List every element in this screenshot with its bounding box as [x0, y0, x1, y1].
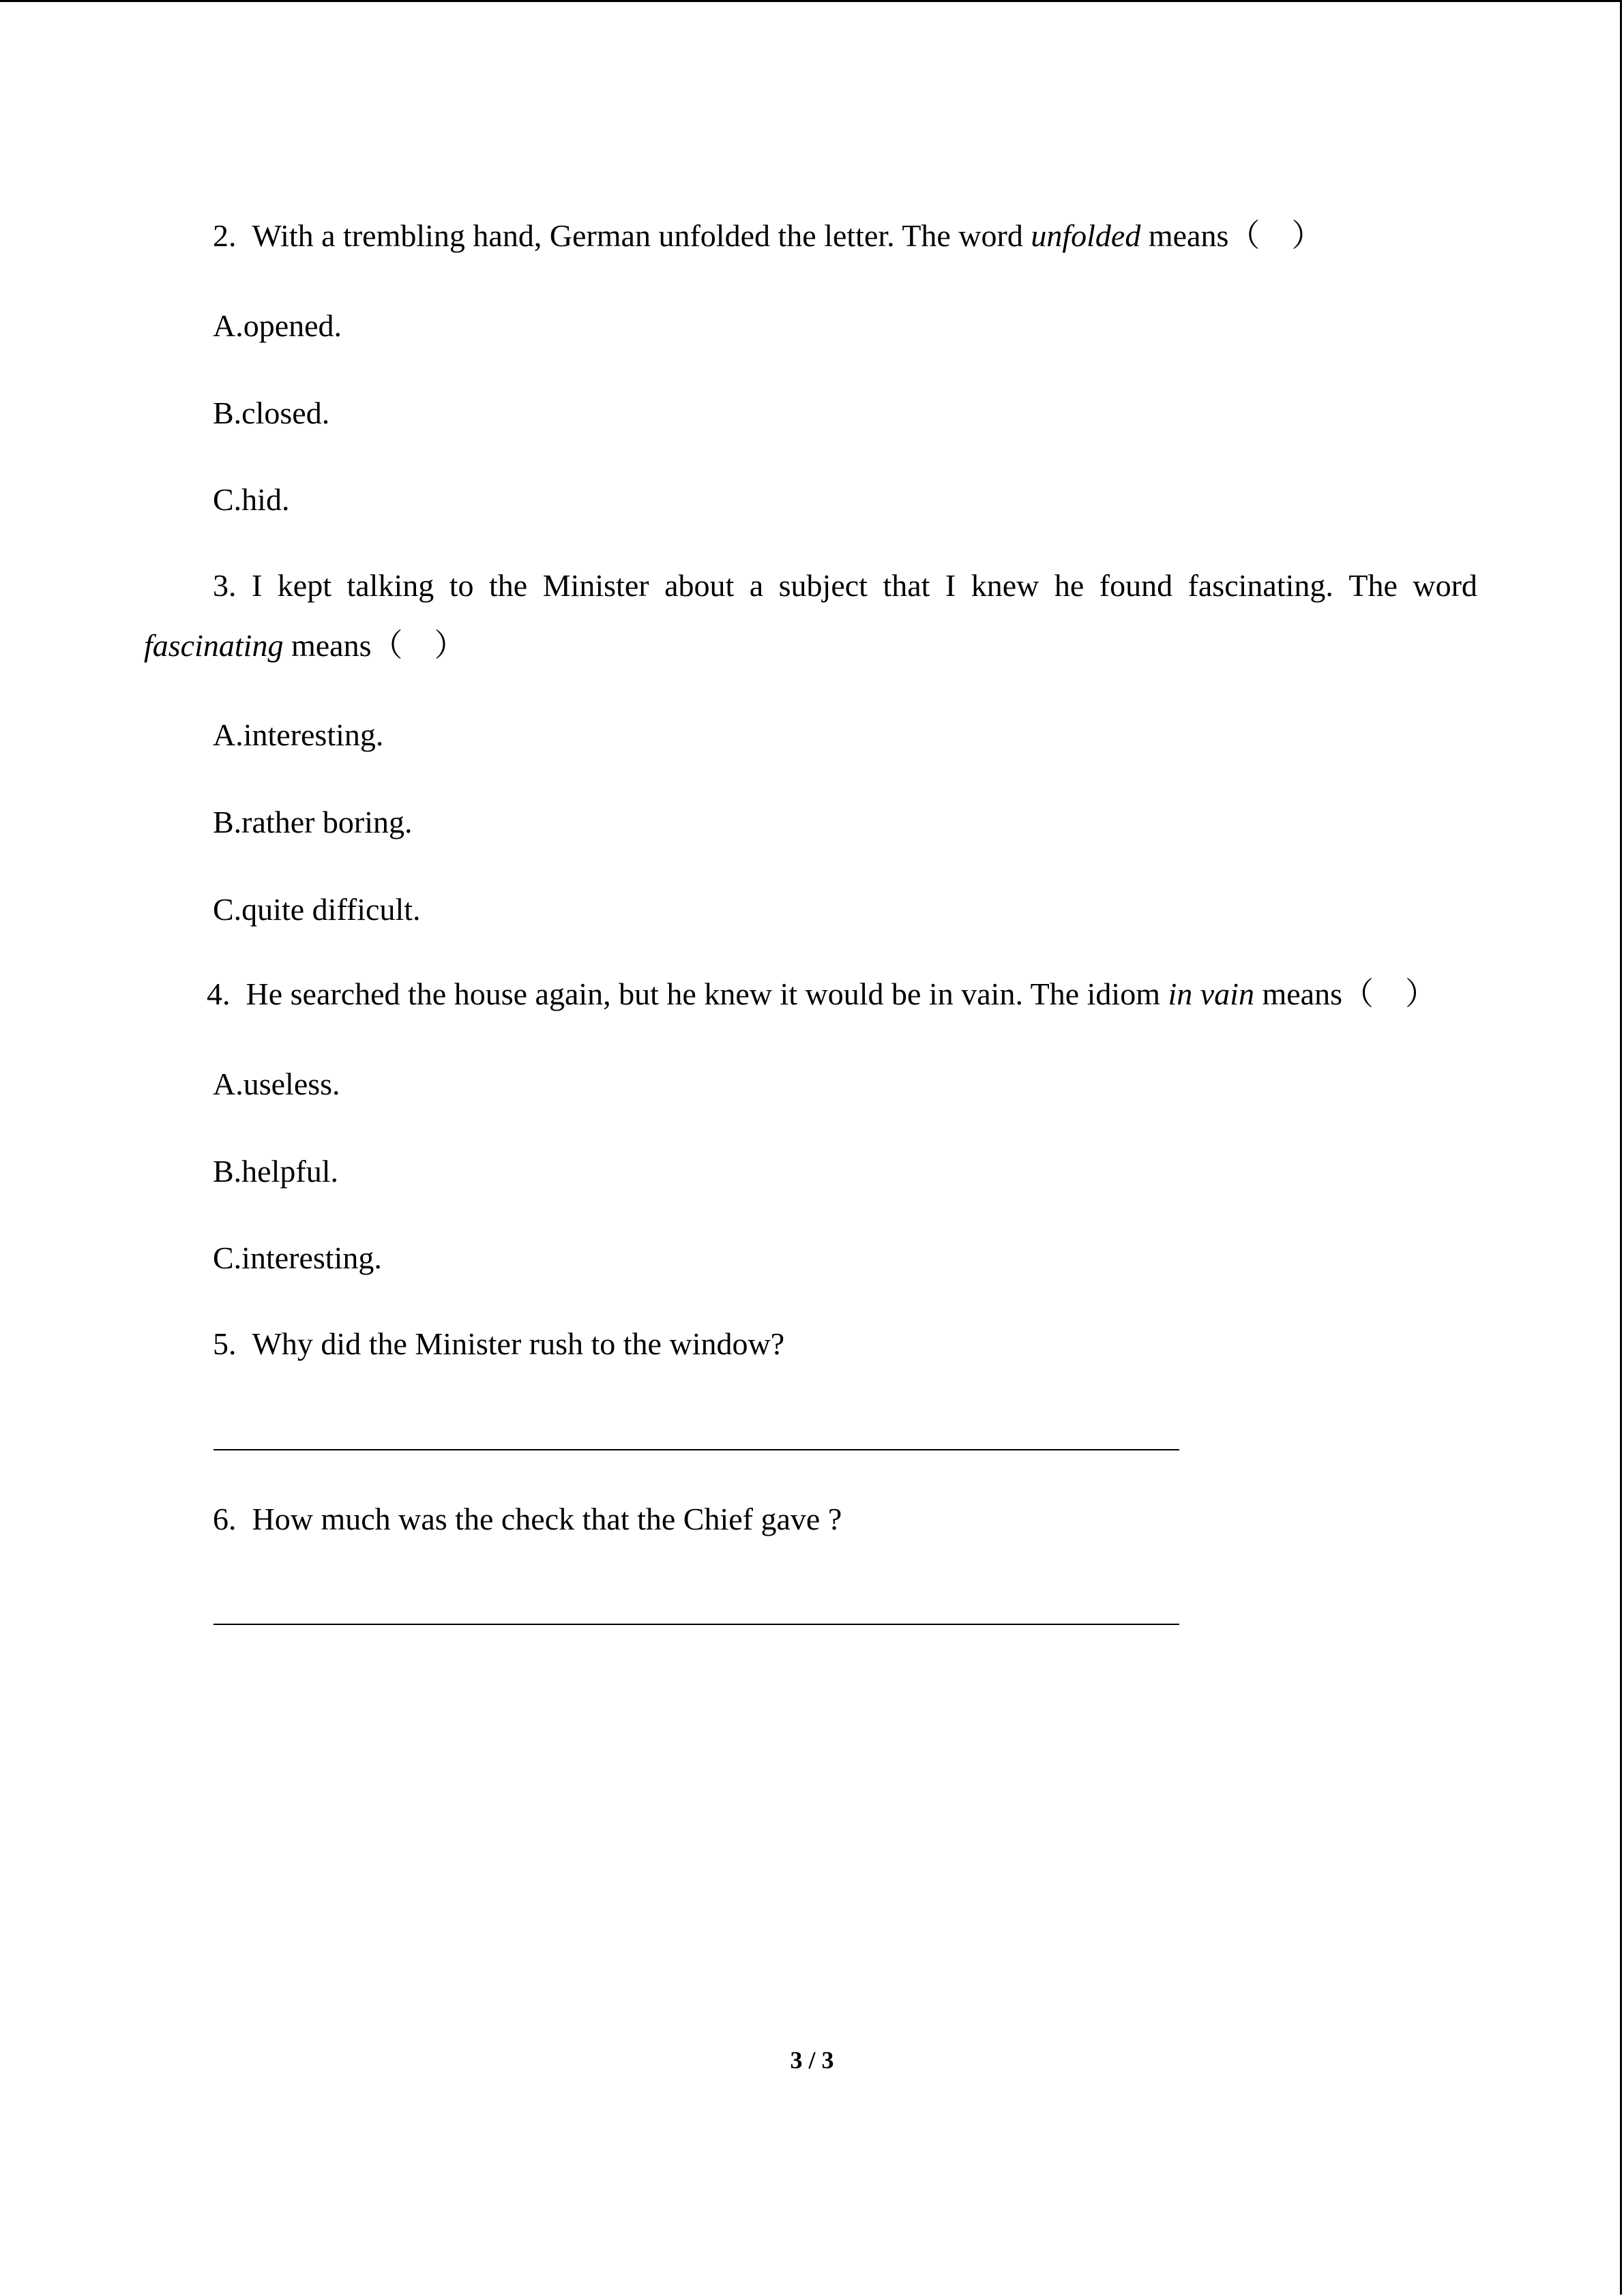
option-3c: C.quite difficult. — [213, 892, 421, 927]
word: he — [1054, 568, 1084, 603]
answer-line-5[interactable] — [213, 1449, 1179, 1450]
word: kept — [277, 568, 331, 603]
answer-parentheses: （ ） — [371, 628, 466, 663]
option-3b: B.rather boring. — [213, 805, 413, 839]
word: that — [883, 568, 930, 603]
word: word — [1413, 568, 1477, 603]
question-3-line-2 — [144, 625, 466, 666]
word: about — [664, 568, 735, 603]
question-text: Why did the Minister rush to the window? — [252, 1326, 785, 1361]
question-text: He searched the house again, but he knew it would be in vain. The idiom — [246, 976, 1168, 1011]
word: I — [945, 568, 956, 603]
question-text-after: means — [1254, 976, 1342, 1011]
word: I — [251, 568, 263, 603]
question-2 — [213, 215, 1323, 256]
question-term: unfolded — [1031, 218, 1141, 253]
word: a — [749, 568, 764, 603]
option-4b: B.helpful. — [213, 1154, 338, 1189]
answer-line-6[interactable] — [213, 1624, 1179, 1625]
page-number: 3 / 3 — [790, 2046, 834, 2074]
question-5 — [213, 1324, 784, 1365]
word: found — [1099, 568, 1173, 603]
answer-parentheses: （ ） — [1342, 976, 1436, 1011]
option-2c: C.hid. — [213, 482, 290, 517]
word: the — [489, 568, 528, 603]
word: subject — [778, 568, 868, 603]
question-text-after: means — [1140, 218, 1229, 253]
question-3-line-1 — [213, 565, 1477, 606]
question-text: How much was the check that the Chief gave ? — [252, 1502, 842, 1536]
question-number: 5. — [213, 1326, 237, 1361]
option-3a: A.interesting. — [213, 717, 384, 752]
question-number: 2. — [213, 218, 237, 253]
word: Minister — [542, 568, 649, 603]
question-4 — [207, 974, 1436, 1015]
option-4a: A.useless. — [213, 1067, 340, 1101]
question-number: 3. — [213, 568, 237, 603]
question-number: 4. — [207, 976, 231, 1011]
option-2a: A.opened. — [213, 308, 342, 343]
word: talking — [346, 568, 434, 603]
answer-parentheses: （ ） — [1228, 218, 1323, 253]
question-term: in vain — [1168, 976, 1254, 1011]
word: knew — [971, 568, 1039, 603]
question-number: 6. — [213, 1502, 237, 1536]
option-2b: B.closed. — [213, 396, 330, 430]
option-4c: C.interesting. — [213, 1240, 382, 1275]
word: fascinating. — [1187, 568, 1333, 603]
question-text: With a trembling hand, German unfolded the letter. The word — [252, 218, 1031, 253]
question-text-after: means — [283, 628, 372, 663]
question-term: fascinating — [144, 628, 284, 663]
word: The — [1348, 568, 1398, 603]
question-6 — [213, 1499, 842, 1540]
word: to — [449, 568, 474, 603]
